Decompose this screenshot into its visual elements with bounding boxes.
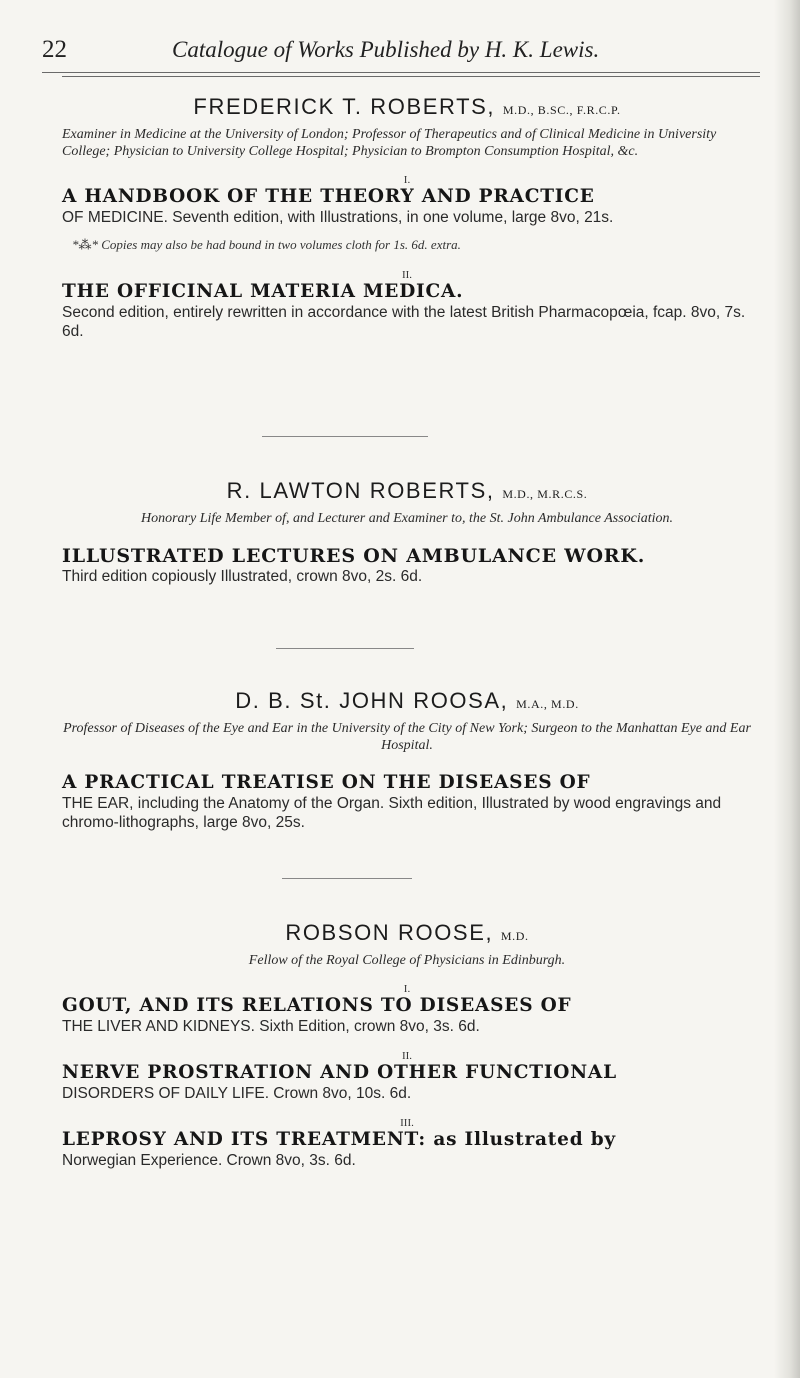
- head-rule-top: [42, 72, 760, 73]
- work-title-text: LEPROSY AND ITS TREATMENT:: [62, 1129, 427, 1150]
- section-divider: [276, 648, 414, 649]
- work-description: THE EAR, including the Anatomy of the Organ. Sixth edition, Illustrated by wood engravings and chromo-lithographs, large 8vo, 25s.: [62, 795, 722, 831]
- author-description: Examiner in Medicine at the University of London; Professor of Therapeutics and of Clinical Medicine in University College; Physician to University College Hospital; Physician to Brompton Consumption Hospital, &c.: [62, 127, 717, 159]
- work-note: *⁂* Copies may also be had bound in two volumes cloth for 1s. 6d. extra.: [72, 237, 461, 252]
- author-name: [62, 478, 752, 504]
- work-title-tail: as Illustrated by: [433, 1129, 616, 1150]
- author-name-text: ROBSON ROOSE,: [285, 920, 494, 945]
- work-description: DISORDERS OF DAILY LIFE. Crown 8vo, 10s. 6d.: [62, 1085, 412, 1102]
- work-title: A PRACTICAL TREATISE ON THE DISEASES OF: [62, 772, 591, 793]
- work-numeral: II.: [401, 269, 413, 281]
- author-qualifications: M.D.: [500, 929, 529, 943]
- author-description: Professor of Diseases of the Eye and Ear in the University of the City of New York; Surgeon to the Manhattan Eye and Ear Hospital.: [63, 721, 751, 753]
- author-section-roosa: [62, 688, 752, 832]
- work-description: THE LIVER AND KIDNEYS. Sixth Edition, crown 8vo, 3s. 6d.: [62, 1018, 480, 1035]
- work-title: GOUT, AND ITS RELATIONS TO DISEASES OF: [62, 995, 572, 1016]
- author-name: [62, 688, 752, 714]
- author-name: [62, 94, 752, 120]
- work-numeral: III.: [400, 1117, 414, 1129]
- page-number: 22: [42, 36, 67, 63]
- work-numeral: I.: [403, 983, 411, 995]
- running-head: [42, 36, 762, 68]
- running-title: Catalogue of Works Published by H. K. Lewis.: [172, 37, 600, 62]
- section-divider: [262, 436, 428, 437]
- work-description: Second edition, entirely rewritten in accordance with the latest British Pharmacopœia, fcap. 8vo, 7s. 6d.: [62, 304, 746, 340]
- author-section-lawton-roberts: [62, 478, 752, 586]
- work-description: OF MEDICINE. Seventh edition, with Illustrations, in one volume, large 8vo, 21s.: [62, 209, 614, 226]
- section-divider: [282, 878, 412, 879]
- author-name-text: FREDERICK T. ROBERTS,: [193, 94, 496, 119]
- head-rule-bottom: [62, 76, 760, 77]
- author-description: Honorary Life Member of, and Lecturer and Examiner to, the St. John Ambulance Association.: [140, 511, 674, 526]
- work-title: ILLUSTRATED LECTURES ON AMBULANCE WORK.: [62, 545, 646, 567]
- author-section-frederick-roberts: [62, 94, 752, 341]
- work-title: THE OFFICINAL MATERIA MEDICA.: [62, 281, 464, 302]
- author-name: [62, 920, 752, 946]
- work-title: NERVE PROSTRATION AND OTHER FUNCTIONAL: [62, 1062, 617, 1083]
- work-numeral: I.: [403, 174, 411, 186]
- work-title: [62, 1129, 752, 1151]
- work-description: Norwegian Experience. Crown 8vo, 3s. 6d.: [62, 1152, 356, 1169]
- author-name-text: R. LAWTON ROBERTS,: [226, 478, 495, 503]
- work-description: Third edition copiously Illustrated, crown 8vo, 2s. 6d.: [62, 568, 423, 585]
- work-numeral: II.: [401, 1050, 413, 1062]
- page-edge-shadow: [774, 0, 800, 1378]
- work-title: A HANDBOOK OF THE THEORY AND PRACTICE: [62, 186, 595, 207]
- author-qualifications: M.D., M.R.C.S.: [502, 487, 588, 501]
- author-name-text: D. B. St. JOHN ROOSA,: [235, 688, 509, 713]
- author-qualifications: M.D., B.SC., F.R.C.P.: [502, 103, 621, 117]
- author-section-roose: [62, 920, 752, 1170]
- author-qualifications: M.A., M.D.: [516, 697, 579, 711]
- author-description: Fellow of the Royal College of Physicians in Edinburgh.: [248, 953, 566, 968]
